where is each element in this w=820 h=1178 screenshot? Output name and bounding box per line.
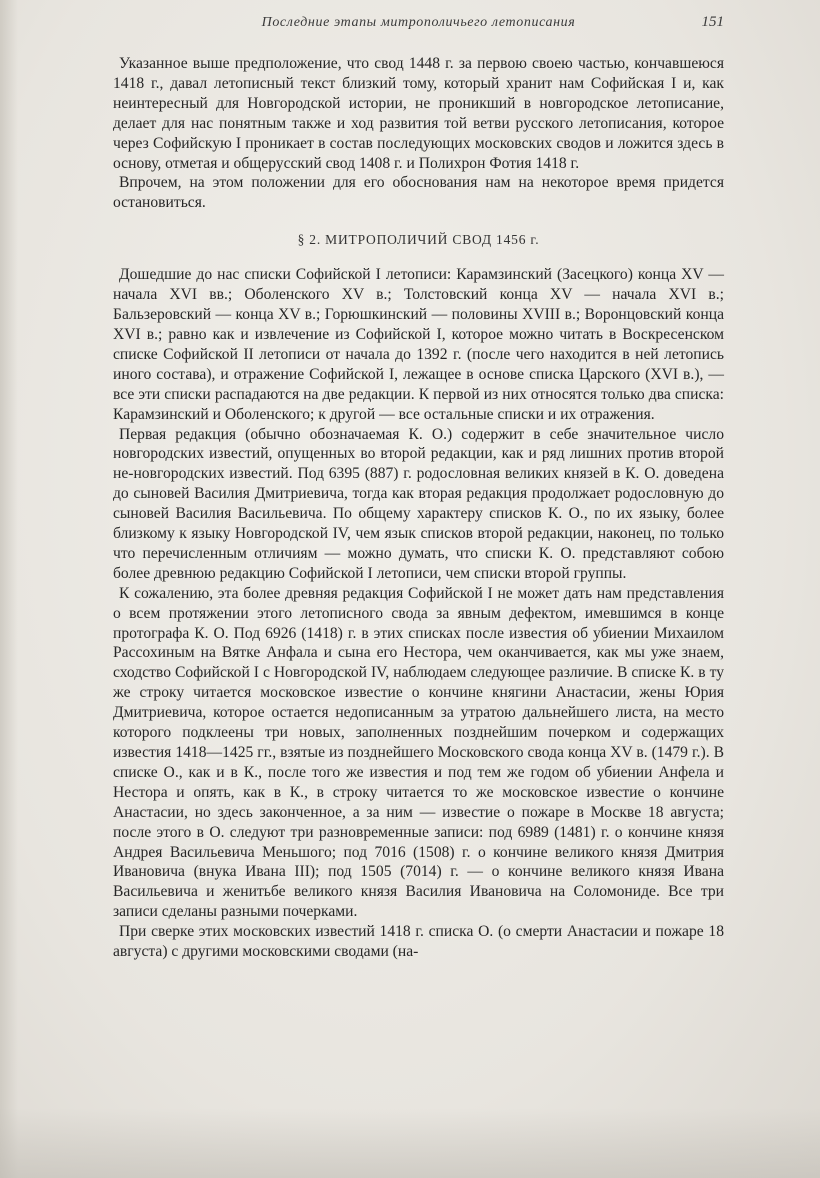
- running-title: Последние этапы митрополичьего летописания: [261, 15, 576, 30]
- paragraph-2-text: Впрочем, на этом положении для его обоснования нам на некоторое время придется остановиться.: [113, 174, 724, 212]
- paragraph-3-text: Дошедшие до нас списки Софийской I летописи: Карамзинский (Засецкого) конца XV — начала XVI вв.; Оболенского XV в.; Толстовский конца XV — начала XVI в.; Бальзеровский — конца XV в.; Горюшкинский — половины XVIII в.; Воронцовский конца XVI в.; равно как и извлечение из Софийской I, которое можно читать в Воскресенском списке Софийской II летописи от начала до 1392 г. (после чего находится в ней летопись иного состава), и отражение Софийской I, лежащее в основе списка Царского (XVI в.), — все эти списки распадаются на две редакции. К первой из них относятся только два списка: Карамзинский и Оболенского; к другой — все остальные списки и их отражения.: [113, 266, 724, 423]
- paragraph-2: [113, 173, 724, 213]
- paragraph-6: [113, 922, 724, 962]
- paragraph-6-text: При сверке этих московских известий 1418 г. списка О. (о смерти Анастасии и пожаре 18 августа) с другими московскими сводами (на-: [113, 923, 724, 961]
- paragraph-1-text: Указанное выше предположение, что свод 1448 г. за первою своею частью, кончавшеюся 1418 г., давал летописный текст близкий тому, который хранит нам Софийская I и, как неинтересный для Новгородской истории, не проникший в новгородское летописание, делает для нас понятным также и ход развития той ветви русского летописания, которое через Софийскую I проникает в состав последующих московских сводов и ложится здесь в основу, отметая и общерусский свод 1408 г. и Полихрон Фотия 1418 г.: [113, 55, 724, 172]
- paragraph-3: [113, 265, 724, 424]
- page-number: 151: [701, 14, 724, 30]
- paragraph-1: [113, 54, 724, 173]
- running-header: [113, 14, 724, 40]
- paragraph-4-text: Первая редакция (обычно обозначаемая К. О.) содержит в себе значительное число новгородских известий, опущенных во второй редакции, как и ряд лишних против второй не-новгородских известий. Под 6395 (887) г. родословная великих князей в К. О. доведена до сыновей Василия Дмитриевича, тогда как вторая редакция продолжает родословную до сыновей Василия Васильевича. По общему характеру списков К. О., по их языку, более близкому к языку Новгородской IV, чем язык списков второй редакции, наконец, по только что перечисленным отличиям — можно думать, что списки К. О. представляют собою более древнюю редакцию Софийской I летописи, чем списки второй группы.: [113, 425, 724, 582]
- section-heading: § 2. МИТРОПОЛИЧИЙ СВОД 1456 г.: [297, 232, 540, 248]
- paragraph-5-text: К сожалению, эта более древняя редакция Софийской I не может дать нам представления о всем протяжении этого летописного свода за явным дефектом, имевшимся в конце протографа К. О. Под 6926 (1418) г. в этих списках после известия об убиении Михаилом Рассохиным на Вятке Анфала и сына его Нестора, чем оканчивается, как мы уже знаем, сходство Софийской I с Новгородской IV, наблюдаем следующее различие. В списке К. в ту же строку читается московское известие о кончине княгини Анастасии, жены Юрия Дмитриевича, которое остается недописанным за утратою дальнейшего листа, на место которого подклеены три новых, заполненных позднейшим почерком и содержащих известия 1418—1425 гг., взятые из позднейшего Московского свода конца XV в. (1479 г.). В списке О., как и в К., после того же известия и под тем же годом об убиении Анфела и Нестора и опять, как в К., в строку читается то же московское известие о кончине Анастасии, но здесь законченное, а за ним — известие о пожаре в Москве 18 августа; после этого в О. следуют три разновременные записи: под 6989 (1481) г. о кончине князя Андрея Васильевича Меньшого; под 7016 (1508) г. о кончине великого князя Дмитрия Ивановича (внука Ивана III); под 1505 (7014) г. — о кончине великого князя Ивана Васильевича и женитьбе великого князя Василия Ивановича на Соломониде. Все три записи сделаны разными почерками.: [113, 584, 724, 921]
- paragraph-5: [113, 584, 724, 922]
- paragraph-4: [113, 425, 724, 584]
